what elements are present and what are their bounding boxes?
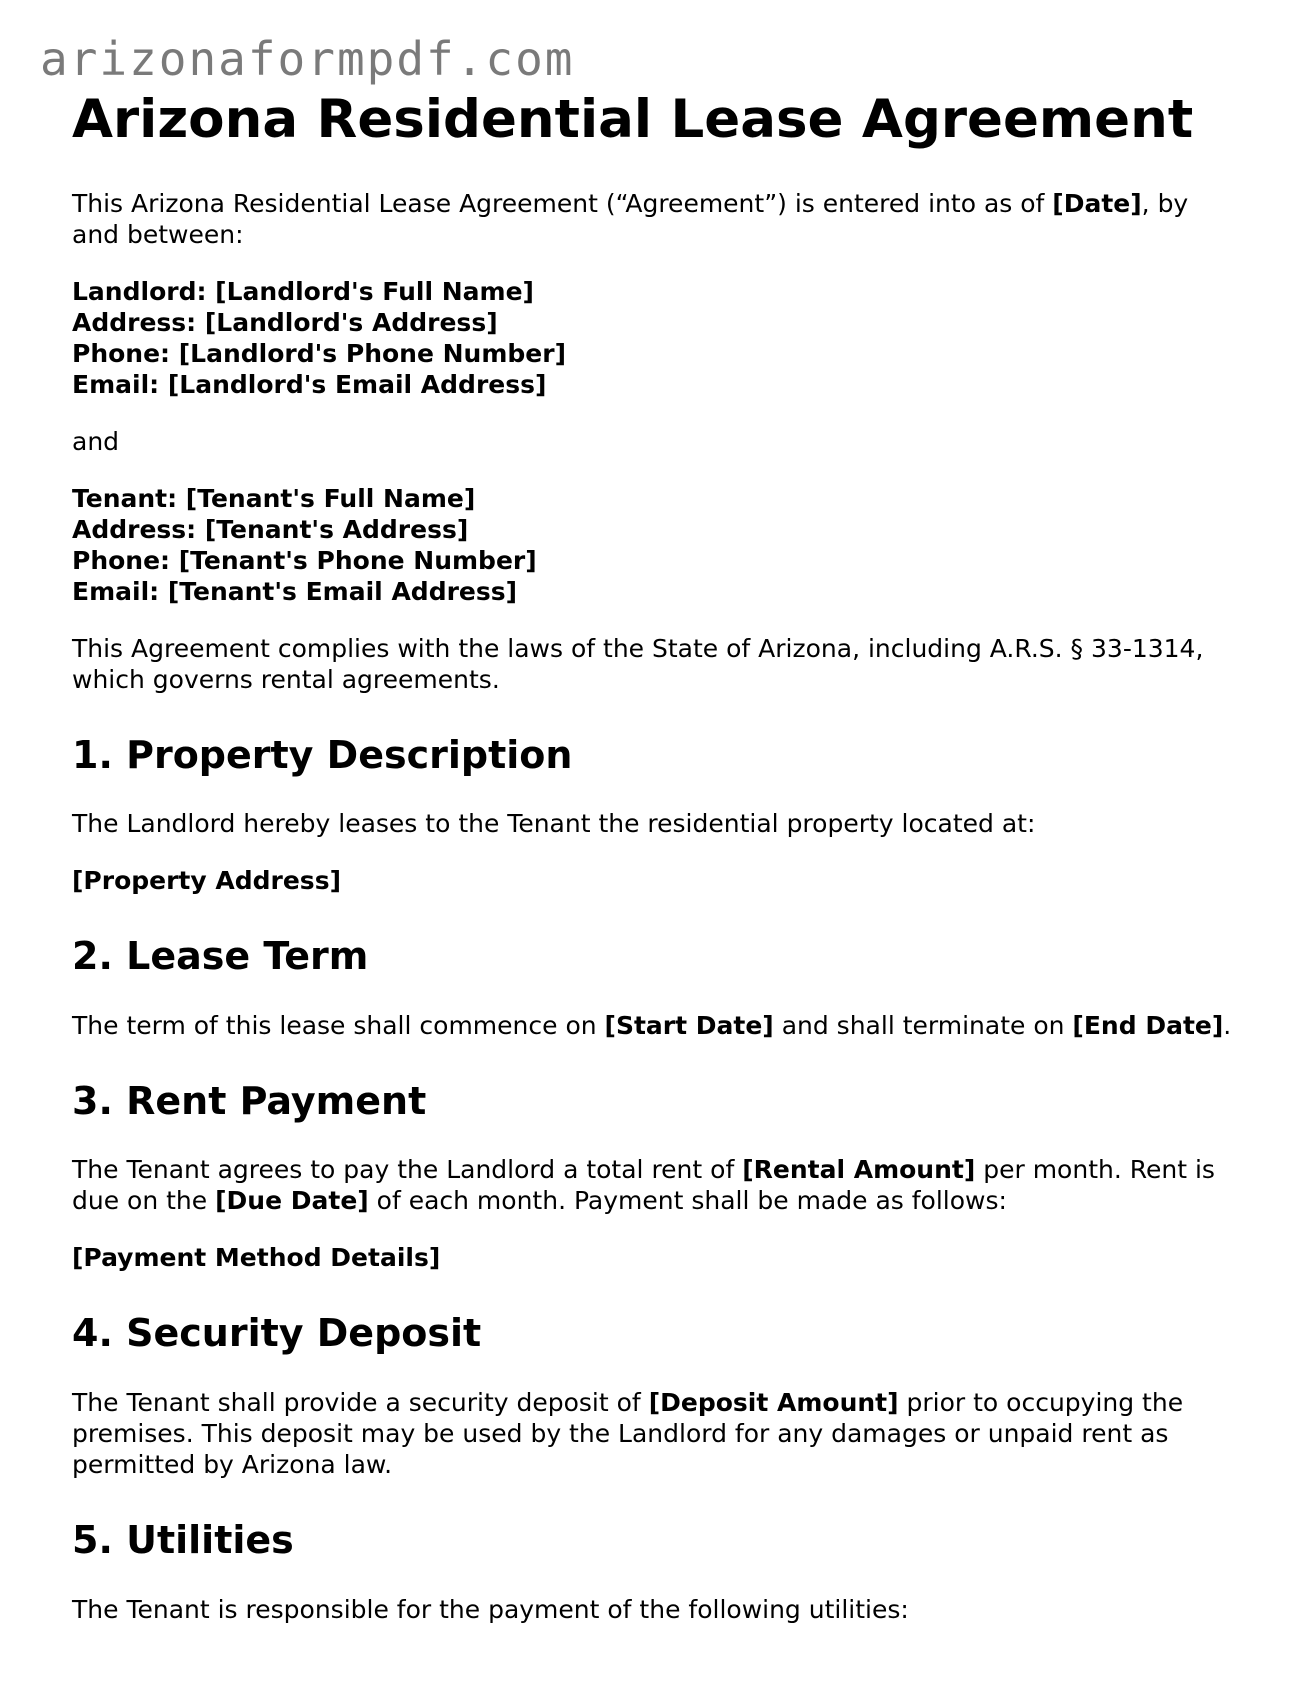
section-heading-rent: 3. Rent Payment <box>72 1078 427 1123</box>
landlord-email: Email: [Landlord's Email Address] <box>72 369 547 399</box>
rent-paragraph <box>72 1154 1242 1216</box>
term-text: . <box>1223 1010 1232 1040</box>
landlord-block <box>72 276 1242 400</box>
tenant-name: Tenant: [Tenant's Full Name] <box>72 483 476 513</box>
term-paragraph <box>72 1010 1242 1041</box>
rental-amount-placeholder: [Rental Amount] <box>742 1155 976 1185</box>
term-text: and shall terminate on <box>773 1010 1073 1040</box>
deposit-paragraph <box>72 1387 1242 1480</box>
date-placeholder: [Date] <box>1052 188 1142 218</box>
utilities-text: The Tenant is responsible for the payment of the following utilities: <box>72 1594 909 1624</box>
deposit-amount-placeholder: [Deposit Amount] <box>648 1387 899 1417</box>
start-date-placeholder: [Start Date] <box>604 1010 774 1040</box>
compliance-paragraph: This Agreement complies with the laws of the State of Arizona, including A.R.S. § 33-1314, which governs rental agreements. <box>72 633 1204 694</box>
rent-text: The Tenant agrees to pay the Landlord a total rent of <box>72 1155 743 1185</box>
payment-method-placeholder: [Payment Method Details] <box>72 1243 441 1273</box>
end-date-placeholder: [End Date] <box>1072 1010 1224 1040</box>
tenant-address: Address: [Tenant's Address] <box>72 514 469 544</box>
intro-text-end: , by and between: <box>72 188 1189 249</box>
watermark: arizonaformpdf.com <box>40 32 575 86</box>
tenant-block <box>72 483 1242 607</box>
rent-text: of each month. Payment shall be made as follows: <box>368 1186 1007 1216</box>
intro-paragraph <box>72 188 1242 250</box>
property-address-placeholder: [Property Address] <box>72 866 341 896</box>
document-page <box>72 88 1242 1651</box>
deposit-text: The Tenant shall provide a security deposit of <box>72 1387 649 1417</box>
property-address <box>72 865 1242 896</box>
section-heading-utilities: 5. Utilities <box>72 1517 294 1562</box>
intro-text: This Arizona Residential Lease Agreement (“Agreement”) is entered into as of <box>72 188 1053 218</box>
payment-method <box>72 1242 1242 1273</box>
property-text: The Landlord hereby leases to the Tenant the residential property located at: <box>72 809 1036 839</box>
section-heading-deposit: 4. Security Deposit <box>72 1311 482 1356</box>
tenant-phone: Phone: [Tenant's Phone Number] <box>72 545 537 575</box>
term-text: The term of this lease shall commence on <box>72 1010 605 1040</box>
landlord-phone: Phone: [Landlord's Phone Number] <box>72 338 567 368</box>
and-text: and <box>72 426 120 456</box>
landlord-name: Landlord: [Landlord's Full Name] <box>72 276 534 306</box>
deposit-text: prior to occupying the premises. This deposit may be used by the Landlord for any damages or unpaid rent as permitted by Arizona law. <box>72 1387 1184 1479</box>
section-heading-term: 2. Lease Term <box>72 934 369 979</box>
section-heading-property: 1. Property Description <box>72 732 573 777</box>
landlord-address: Address: [Landlord's Address] <box>72 307 498 337</box>
rent-text: per month. Rent is due on the <box>72 1155 1215 1216</box>
due-date-placeholder: [Due Date] <box>215 1186 369 1216</box>
document-title: Arizona Residential Lease Agreement <box>72 89 1194 150</box>
tenant-email: Email: [Tenant's Email Address] <box>72 576 518 606</box>
